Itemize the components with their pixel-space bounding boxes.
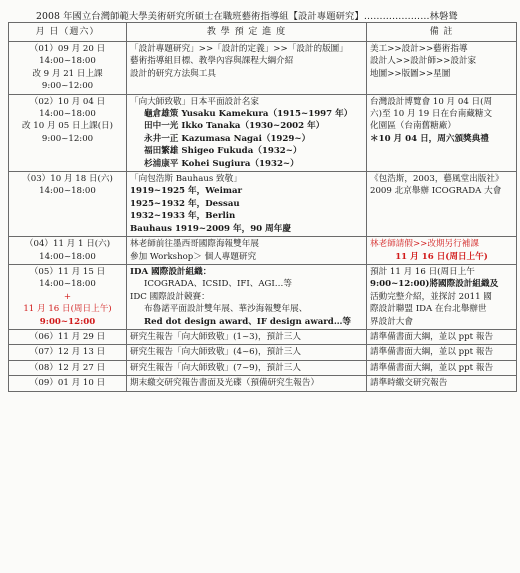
schedule-table <box>8 22 517 392</box>
content-cell: 期末繳交研究報告書面及光碟（預備研究生報告） <box>127 376 367 391</box>
date-cell <box>9 42 127 95</box>
content-line: 1919~1925 年，Weimar <box>130 186 243 197</box>
note-line: 9:00~12:00)將國際設計組織及 <box>370 279 499 290</box>
content-line: 1925~1932 年，Dessau <box>130 198 240 209</box>
content-line: 設計的研究方法與工具 <box>130 68 216 79</box>
content-line: ICOGRADA、ICSID、IFI、AGI…等 <box>144 279 292 290</box>
table-row <box>9 172 517 237</box>
date-line: 14:00~18:00 <box>39 56 96 67</box>
note-line: 活動完整介紹，並探討 2011 國 <box>370 291 492 302</box>
table-row <box>9 237 517 265</box>
content-cell: 研究生報告「向大師致敬」(1~3)，預計三人 <box>127 329 367 344</box>
content-line: 林老師前往墨西哥國際海報雙年展 <box>130 239 259 250</box>
note-cell <box>367 42 517 95</box>
content-line: 福田繁雄 Shigeo Fukuda（1932~） <box>144 146 302 157</box>
content-cell: 研究生報告「向大師致敬」(4~6)，預計三人 <box>127 345 367 360</box>
content-cell <box>127 237 367 265</box>
content-line: IDC 國際設計競賽： <box>130 291 210 302</box>
table-row <box>9 345 517 360</box>
date-line: 9:00~12:00 <box>41 81 94 92</box>
note-cell: 請準備書面大綱，並以 ppt 報告 <box>367 360 517 375</box>
note-cell <box>367 172 517 237</box>
content-line: Red dot design award、IF design award…等 <box>144 316 352 327</box>
content-line: Bauhaus 1919~2009 年，90 周年慶 <box>130 223 291 234</box>
note-line: 六)至 10 月 19 日在台南藏糖文 <box>370 109 493 120</box>
date-cell <box>9 237 127 265</box>
content-cell <box>127 42 367 95</box>
header-notes: 備 註 <box>367 23 517 42</box>
note-line: 林老師請假>>改期另行補課 <box>370 239 479 250</box>
header-date: 月 日（週六） <box>9 23 127 42</box>
header-progress: 教 學 預 定 進 度 <box>127 23 367 42</box>
date-line: + <box>63 291 72 302</box>
note-line: 界設計大會 <box>370 316 413 327</box>
note-line: 台灣設計博覽會 10 月 04 日(周 <box>370 96 493 107</box>
note-line: 際設計聯盟 IDA 在台北舉辦世 <box>370 304 487 315</box>
note-line: 2009 北京舉辦 ICOGRADA 大會 <box>370 186 502 197</box>
content-line: 「向大師致敬」日本平面設計名家 <box>130 96 259 107</box>
note-line: 地圖>>版圖>>星圖 <box>370 68 451 79</box>
content-line: 藝術指導組目標、教學內容與課程大綱介紹 <box>130 56 294 67</box>
content-line: 龜倉雄策 Yusaku Kamekura（1915~1997 年） <box>144 109 353 120</box>
note-cell <box>367 237 517 265</box>
content-cell <box>127 172 367 237</box>
note-line: 預計 11 月 16 日(周日上午 <box>370 266 475 277</box>
table-header-row <box>9 23 517 42</box>
date-line: 14:00~18:00 <box>39 279 96 290</box>
table-row <box>9 329 517 344</box>
date-cell: （08）12 月 27 日 <box>9 360 127 375</box>
date-cell <box>9 94 127 171</box>
note-cell <box>367 264 517 329</box>
table-row <box>9 360 517 375</box>
date-line: 9:00~12:00 <box>41 133 94 144</box>
date-line: 14:00~18:00 <box>39 186 96 197</box>
content-line: 「向包浩斯 Bauhaus 致敬」 <box>130 174 242 185</box>
date-cell: （07）12 月 13 日 <box>9 345 127 360</box>
content-line: 布魯諾平面設計雙年展、華沙海報雙年展、 <box>144 304 308 315</box>
date-cell: （09）01 月 10 日 <box>9 376 127 391</box>
date-line: （02）10 月 04 日 <box>29 96 106 107</box>
note-line: ＊10 月 04 日，周六頒獎典禮 <box>370 133 489 144</box>
date-line: 14:00~18:00 <box>39 109 96 120</box>
content-line: 杉浦康平 Kohei Sugiura（1932~） <box>144 158 299 169</box>
note-line: 化園區（台南舊糖廠） <box>370 121 456 132</box>
content-line: 參加 Workshop＞ 個人專題研究 <box>130 251 257 262</box>
note-line: 設計人>>設計師>>設計家 <box>370 56 477 67</box>
content-cell <box>127 94 367 171</box>
table-row <box>9 42 517 95</box>
document-title: 2008 年國立台灣師範大學美術研究所碩士在職班藝術指導組【設計專題研究】…………………林磐聳 <box>36 11 458 22</box>
date-line: 14:00~18:00 <box>39 251 96 262</box>
content-line: IDA 國際設計組織： <box>130 266 212 277</box>
note-line: 11 月 16 日(周日上午) <box>395 251 488 262</box>
note-line: 美工>>設計>>藝術指導 <box>370 44 468 54</box>
content-line: 1932~1933 年，Berlin <box>130 211 236 222</box>
table-row <box>9 376 517 391</box>
table-row <box>9 264 517 329</box>
date-cell: （06）11 月 29 日 <box>9 329 127 344</box>
note-cell: 請準備書面大綱，並以 ppt 報告 <box>367 329 517 344</box>
date-cell <box>9 172 127 237</box>
content-cell <box>127 264 367 329</box>
date-line: （04）11 月 1 日(六) <box>24 239 111 250</box>
date-line: 11 月 16 日(周日上午) <box>23 304 112 315</box>
date-line: （03）10 月 18 日(六) <box>22 174 113 185</box>
date-line: 改 9 月 21 日上課 <box>32 68 103 79</box>
note-line: 《包浩斯，2003，藝風堂出版社》 <box>370 174 504 185</box>
date-line: 9:00~12:00 <box>39 316 96 327</box>
date-line: 改 10 月 05 日上課(日) <box>21 121 114 132</box>
note-cell <box>367 94 517 171</box>
content-line: 田中一光 Ikko Tanaka（1930~2002 年） <box>144 121 325 132</box>
date-line: （01）09 月 20 日 <box>29 44 106 54</box>
date-line: （05）11 月 15 日 <box>29 266 106 277</box>
content-line: 永井一正 Kazumasa Nagai（1929~） <box>144 133 311 144</box>
note-cell: 請準備書面大綱，並以 ppt 報告 <box>367 345 517 360</box>
content-cell: 研究生報告「向大師致敬」(7~9)，預計三人 <box>127 360 367 375</box>
date-cell <box>9 264 127 329</box>
content-line: 「設計專題研究」>>「設計的定義」>>「設計的版圖」 <box>130 44 348 54</box>
table-row <box>9 94 517 171</box>
note-cell: 請準時繳交研究報告 <box>367 376 517 391</box>
